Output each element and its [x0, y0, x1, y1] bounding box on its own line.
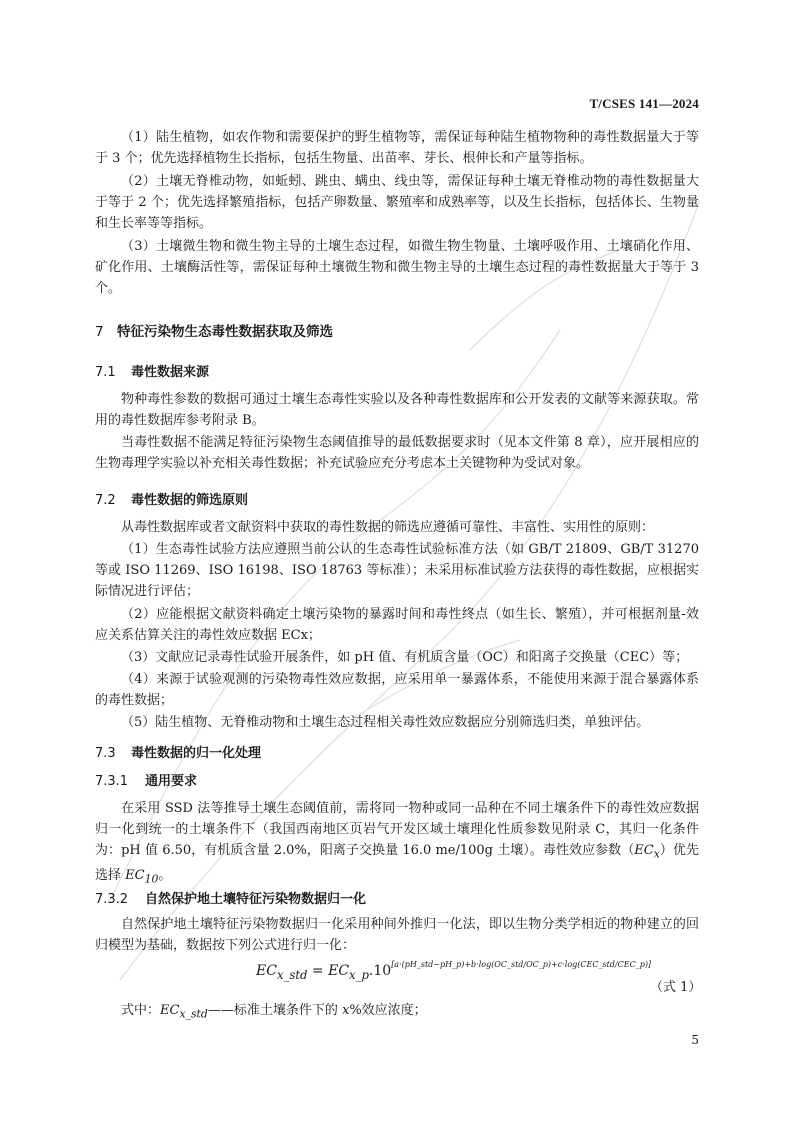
paragraph-screening-item-5: （5）陆生植物、无脊椎动物和土壤生态过程相关毒性效应数据应分别筛选归类，单独评估。 [121, 715, 650, 730]
paragraph-screening-item-2: （2）应能根据文献资料确定土壤污染物的暴露时间和毒性终点（如生长、繁殖），并可根据剂量-效应关系估算关注的毒性效应数据 ECx； [95, 607, 699, 643]
formula-exponent: [a·(pH_std−pH_p)+b·log(OC_std/OC_p)+c·log(CEC_std/CEC_p)] [391, 960, 652, 969]
page-number: 5 [691, 1033, 699, 1047]
paragraph-soil-invertebrates: （2）土壤无脊椎动物，如蚯蚓、跳虫、螨虫、线虫等，需保证每种土壤无脊椎动物的毒性数据量大于等于 2 个；优先选择繁殖指标，包括产卵数量、繁殖率和成熟率等，以及生长指标，包括体长、生物量和生长率等等指标。 [95, 174, 699, 231]
text-run-italic: x [341, 1003, 350, 1018]
paragraph-normalization-method: 自然保护地土壤特征污染物数据归一化采用种间外推归一化法，即以生物分类学相近的物种建立的回归模型为基础，数据按下列公式进行归一化： [95, 917, 699, 953]
text-run: 。 [158, 867, 172, 883]
text-run-subscript: x [653, 847, 660, 861]
formula-lhs: EC [256, 963, 277, 979]
equation-label: （式 1） [650, 980, 702, 995]
section-heading-7-3-1 [95, 770, 197, 789]
text-run: %效应浓度； [349, 1003, 427, 1018]
section-title: 特征污染物生态毒性数据获取及筛选 [117, 324, 333, 340]
section-title: 通用要求 [145, 774, 198, 789]
section-heading-7-2 [95, 489, 248, 508]
formula-lhs-subscript: x_std [276, 967, 308, 982]
paragraph-screening-item-4: （4）来源于试验观测的污染物毒性效应数据，应采用单一暴露体系，不能使用来源于混合暴露体系的毒性数据； [95, 672, 699, 708]
normalization-formula [256, 960, 651, 982]
document-id-header: T/CSES 141—2024 [589, 96, 699, 111]
text-run-italic: EC [125, 867, 145, 883]
section-heading-7-1 [95, 361, 209, 380]
section-number: 7.2 [95, 493, 116, 508]
text-run: 在采用 SSD 法等推导土壤生态阈值前，需将同一物种或同一品种在不同土壤条件下的毒性效应数据归一化到统一的土壤条件下（我国西南地区页岩气开发区域土壤理化性质参数见附录 C，其归一化条件为：pH 值 6.50，有机质含量 2.0%，阳离子交换量 16.0 me/100g 土壤）。毒性效应参数（ [95, 801, 699, 858]
section-number: 7.3 [95, 746, 116, 761]
text-run: ）优先选择 [95, 843, 699, 883]
paragraph-screening-item-1: （1）生态毒性试验方法应遵照当前公认的生态毒性试验标准方法（如 GB/T 21809、GB/T 31270 等或 ISO 11269、ISO 16198、ISO 18763 等标准）；未采用标准试验方法获得的毒性数据，应根据实际情况进行评估； [95, 542, 699, 599]
text-run-subscript: 10 [144, 872, 159, 886]
section-heading-7-3 [95, 742, 261, 761]
paragraph-screening-principle: 从毒性数据库或者文献资料中获取的毒性数据的筛选应遵循可靠性、丰富性、实用性的原则： [121, 520, 655, 535]
formula-equals: = [307, 963, 329, 979]
paragraph-formula-legend [95, 1000, 699, 1025]
formula-rhs: EC [328, 963, 350, 979]
formula-base: .10 [368, 963, 392, 979]
section-number: 7.1 [95, 365, 116, 380]
paragraph-supplement-test: 当毒性数据不能满足特征污染物生态阈值推导的最低数据要求时（见本文件第 8 章），应开展相应的生物毒理学实验以补充相关毒性数据；补充试验应充分考虑本土关键物种为受试对象。 [95, 435, 699, 471]
section-title: 毒性数据的筛选原则 [131, 493, 249, 508]
section-heading-7-3-2 [95, 888, 366, 907]
formula-rhs-subscript: x_p [349, 967, 369, 982]
text-run-subscript: x_std [179, 1007, 208, 1021]
section-number: 7 [95, 324, 104, 340]
section-number: 7.3.2 [95, 892, 129, 907]
paragraph-terrestrial-plants: （1）陆生植物，如农作物和需要保护的野生植物等，需保证每种陆生植物物种的毒性数据量大于等于 3 个；优先选择植物生长指标，包括生物量、出苗率、芽长、根伸长和产量等指标。 [95, 130, 699, 166]
paragraph-data-source: 物种毒性参数的数据可通过土壤生态毒性实验以及各种毒性数据库和公开发表的文献等来源获取。常用的毒性数据库参考附录 B。 [95, 392, 699, 428]
text-run: 式中： [121, 1003, 161, 1018]
section-title: 自然保护地土壤特征污染物数据归一化 [145, 892, 367, 907]
section-title: 毒性数据的归一化处理 [131, 746, 262, 761]
section-number: 7.3.1 [95, 774, 129, 789]
paragraph-general-requirements [95, 798, 699, 889]
paragraph-screening-item-3: （3）文献应记录毒性试验开展条件，如 pH 值、有机质含量（OC）和阳离子交换量（CEC）等； [121, 650, 689, 665]
section-heading-7 [95, 320, 333, 340]
text-run-italic: EC [160, 1003, 180, 1018]
text-run-italic: EC [634, 843, 654, 858]
paragraph-soil-microbes: （3）土壤微生物和微生物主导的土壤生态过程，如微生物生物量、土壤呼吸作用、土壤硝化作用、矿化作用、土壤酶活性等，需保证每种土壤微生物和微生物主导的土壤生态过程的毒性数据量大于等于 3 个。 [95, 239, 699, 296]
text-run: ——标准土壤条件下的 [207, 1003, 342, 1018]
section-title: 毒性数据来源 [131, 365, 210, 380]
